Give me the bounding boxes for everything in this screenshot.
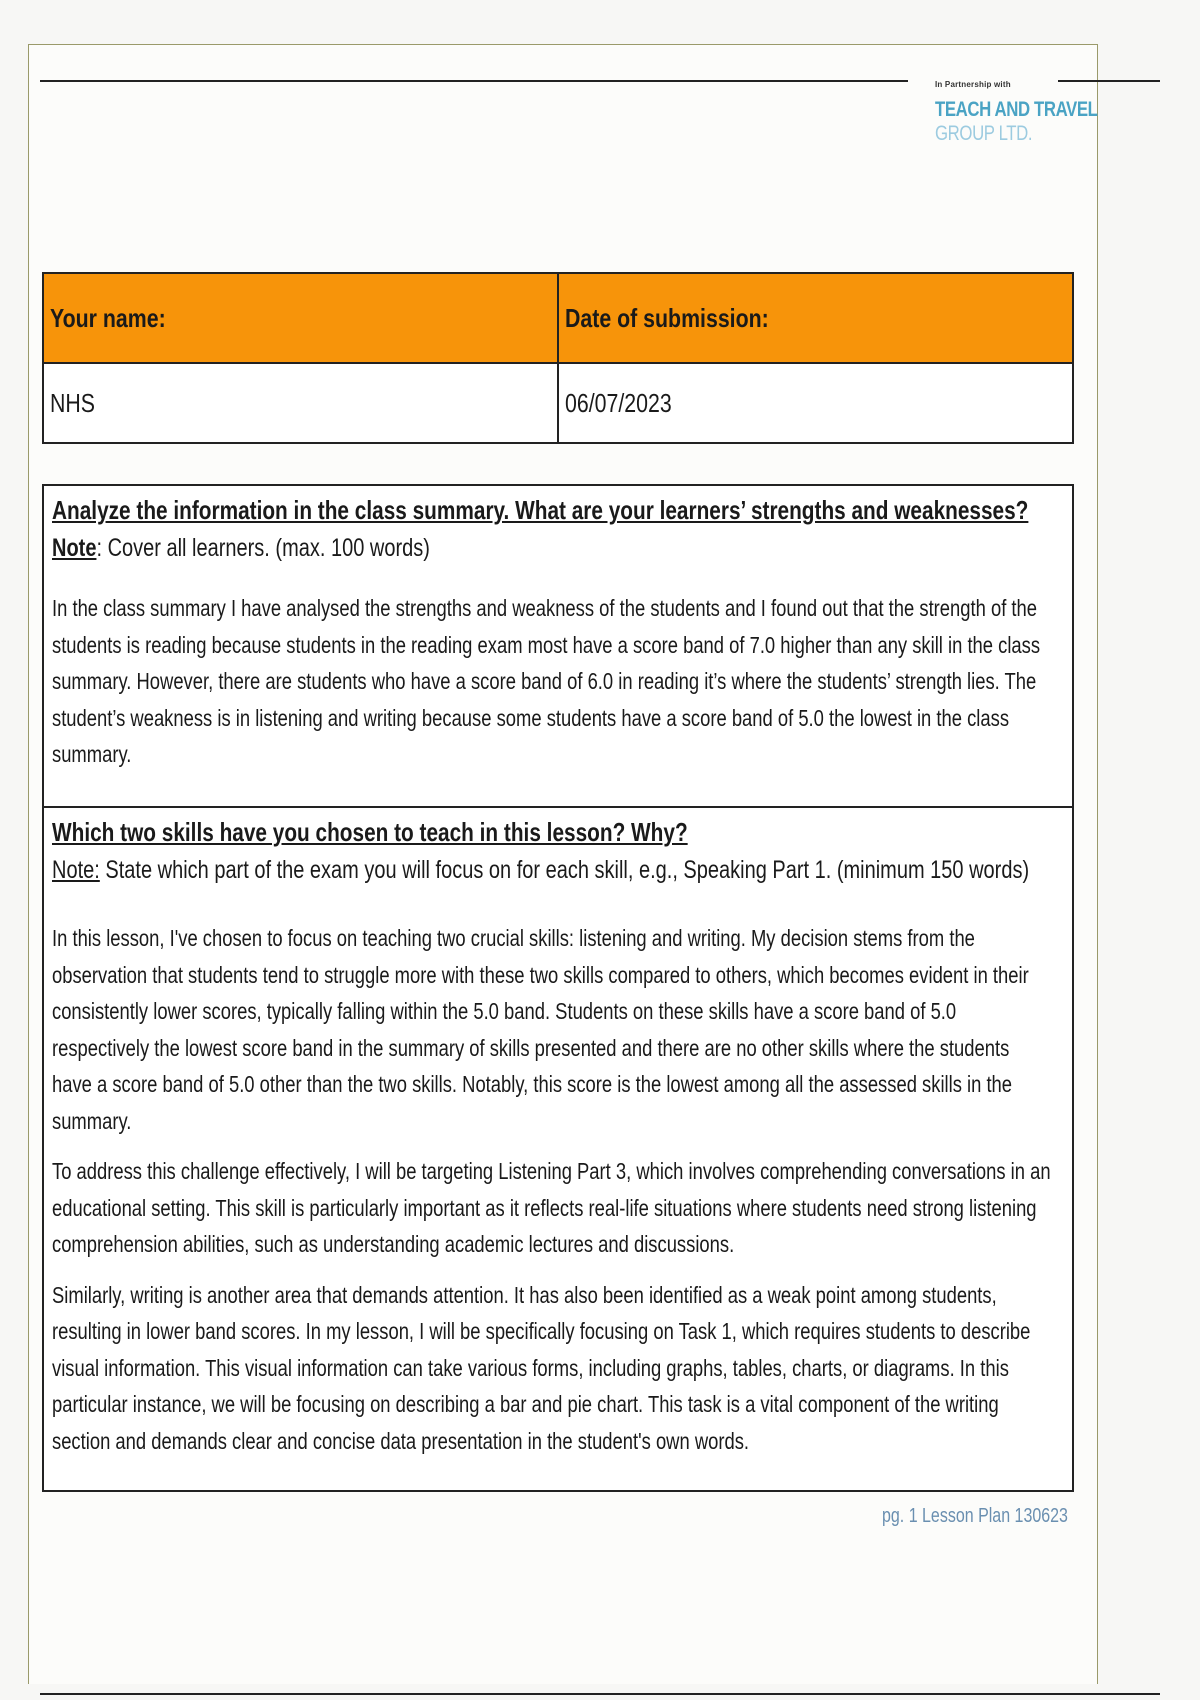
logo-line-1: TEACH AND TRAVEL <box>935 98 1098 121</box>
info-table-value-row <box>43 363 1073 443</box>
info-table <box>42 272 1074 444</box>
section1-note <box>52 528 430 568</box>
section1-question: Analyze the information in the class summary. What are your learners’ strengths and weaknesses? <box>52 495 1029 525</box>
name-label-cell <box>43 273 558 363</box>
strengths-weaknesses-section <box>42 484 1074 808</box>
logo-partner-line: In Partnership with <box>935 80 1011 89</box>
section1-note-text: : Cover all learners. (max. 100 words) <box>96 534 430 562</box>
section2-paragraph-1: In this lesson, I've chosen to focus on teaching two crucial skills: listening and writing. My decision stems from the observation that students tend to struggle more with these two skills compared to others, which becomes evident in their consistently lower scores, typically falling within the 5.0 band. Students on these skills have a score band of 5.0 respectively the lowest score band in the summary of skills presented and there are no other skills where the students have a score band of 5.0 other than the two skills. Notably, this score is the lowest among all the assessed skills in the summary. <box>52 925 1029 1134</box>
date-value: 06/07/2023 <box>565 387 672 418</box>
name-value-cell <box>43 363 558 443</box>
partner-logo <box>935 80 1098 145</box>
logo-line-2: GROUP LTD. <box>935 122 1033 145</box>
section2-paragraph-2: To address this challenge effectively, I will be targeting Listening Part 3, which involves comprehending conversations in an educational setting. This skill is particularly important as it reflects real-life situations where students need strong listening comprehension abilities, such as understanding academic lectures and discussions. <box>52 1158 1051 1257</box>
section2-note-label: Note: <box>52 856 100 884</box>
name-label: Your name: <box>50 302 166 333</box>
page-footer: pg. 1 Lesson Plan 130623 <box>882 1505 1068 1527</box>
date-label-cell <box>558 273 1073 363</box>
section2-question: Which two skills have you chosen to teach in this lesson? Why? <box>52 817 688 847</box>
section1-note-label: Note <box>52 534 97 562</box>
header-rule-left <box>40 80 908 82</box>
header-rule-right <box>1058 80 1160 82</box>
section2-note <box>52 850 1029 890</box>
chosen-skills-section <box>42 806 1074 1492</box>
footer-rule <box>40 1693 1160 1695</box>
date-label: Date of submission: <box>565 302 769 333</box>
section2-note-text: State which part of the exam you will focus on for each skill, e.g., Speaking Part 1. (minimum 150 words) <box>99 856 1030 884</box>
info-table-header-row <box>43 273 1073 363</box>
section1-answer: In the class summary I have analysed the strengths and weakness of the students and I found out that the strength of the students is reading because students in the reading exam most have a score band of 7.0 higher than any skill in the class summary. However, there are students who have a score band of 6.0 in reading it’s where the students’ strength lies. The student’s weakness is in listening and writing because some students have a score band of 5.0 the lowest in the class summary. <box>52 595 1041 767</box>
name-value: NHS <box>50 387 96 418</box>
section2-paragraph-3: Similarly, writing is another area that demands attention. It has also been identified as a weak point among students, resulting in lower band scores. In my lesson, I will be specifically focusing on Task 1, which requires students to describe visual information. This visual information can take various forms, including graphs, tables, charts, or diagrams. In this particular instance, we will be focusing on describing a bar and pie chart. This task is a vital component of the writing section and demands clear and concise data presentation in the student's own words. <box>52 1281 1031 1454</box>
date-value-cell <box>558 363 1073 443</box>
